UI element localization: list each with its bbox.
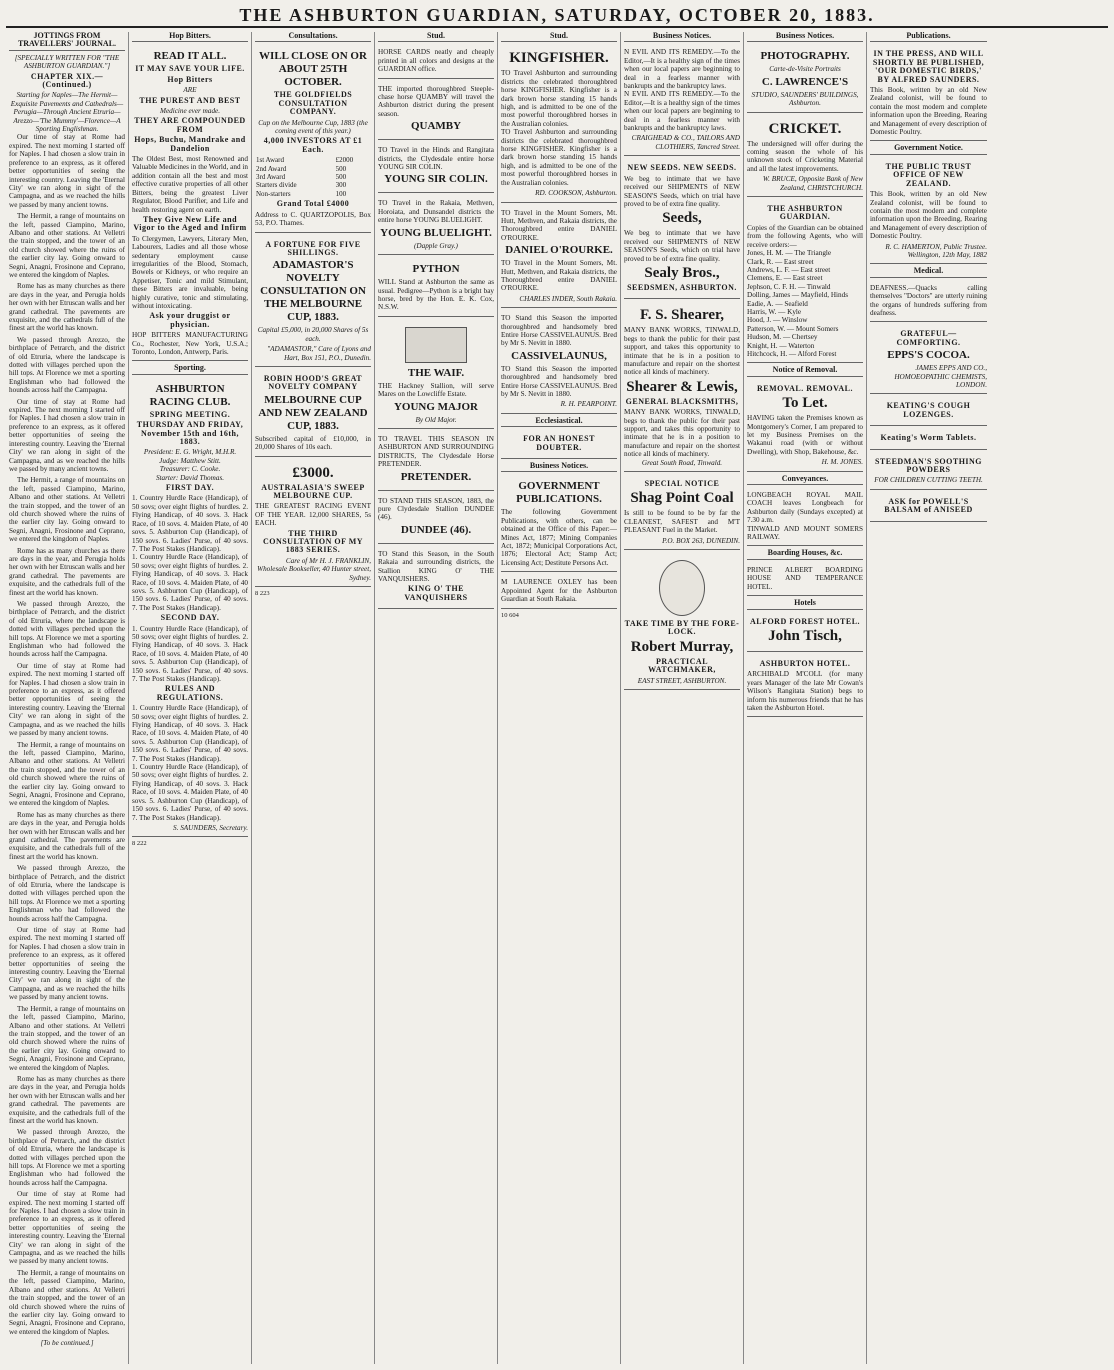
gov-publications-body: The following Government Publications, with others, can be obtained at the Office of this Paper:—Mines Act, 1877; Mining Companies Act, 1872; Municipal Corporations Act, 1876; Electoral Act; Stamp Act; Licensing Act; Destitute Persons Act.: [501, 508, 617, 567]
column-stud-2: [498, 32, 621, 1364]
pocket-watch-icon: [659, 560, 705, 616]
bluelight-ad: [378, 196, 494, 255]
goldfields-title: WILL CLOSE ON OR ABOUT 25TH OCTOBER.: [259, 50, 367, 89]
jottings-para: Rome has as many churches as there are days in the year, and Perugia holds her own with her Etruscan walls and her grand cathedral. The pavements are exquisite, and the cathedrals full of the finest art the world has known.: [9, 810, 125, 861]
prize-row: [255, 165, 371, 173]
adamastor-capital: Capital £5,000, in 20,000 Shares of 5s each.: [257, 326, 369, 343]
jottings-subheads: Starting for Naples—The Hermit—Exquisite Pavements and Cathedrals—Perugia—Through Ancient Etruria—Arezzo—'The Mummy'—Florence—A Sporting Englishman.: [10, 91, 124, 134]
stud-heading: Stud.: [378, 32, 494, 42]
prize-value: 300: [335, 181, 347, 190]
sealy-addr: SEEDSMEN, ASHBURTON.: [627, 282, 737, 292]
epps-cocoa-ad: [870, 325, 987, 394]
agent-item: Clemens, E. — East street: [747, 274, 823, 283]
quamby-body: THE imported thoroughbred Steeple-chase horse QUAMBY will travel the Ashburton district during the present season.: [378, 84, 494, 118]
jottings-para: The Hermit, a range of mountains on the left, passed Ciampino, Marino, Albano and other stations. At Velletri the train stopped, and the tower of an old church showed where the ruins of the earlier city lay. Going onward to Segni, Anagni, Frosinone and Ceprano, we entered the kingdom of Naples.: [9, 212, 125, 279]
jottings-chapter: CHAPTER XIX.—(Continued.): [30, 71, 104, 90]
alford-forest-ad: [747, 613, 863, 652]
prize-label: 1st Award: [256, 156, 284, 165]
hop-bitters-body: The Oldest Best, most Renowned and Valuable Medicines in the World, and in addition contain all the best and most effective curative properties of all other Bitters, being the greatest Liver Regulator, Blood Purifier, and Life and health restoring agent on earth.: [132, 155, 248, 214]
photography-sub: Carte-de-Visite Portraits: [769, 65, 841, 74]
racing-club-races: 1. Country Hurdle Race (Handicap), of 50 sovs; over eight flights of hurdles. 2. Flying Handicap, of 40 sovs. 3. Hack Race, of 10 sovs. 4. Maiden Plate, of 40 sovs. 5. Ashburton Cup (Handicap), of 150 sovs. 6. Ladies' Purse, of 40 sovs. 7. The Post Stakes (Handicap).: [132, 624, 248, 683]
racing-club-ad: [132, 378, 248, 838]
racing-club-races: 1. Country Hurdle Race (Handicap), of 50 sovs; over eight flights of hurdles. 2. Flying Handicap, of 40 sovs. 3. Hack Race, of 10 sovs. 4. Maiden Plate, of 40 sovs. 5. Ashburton Cup (Handicap), of 150 sovs. 6. Ladies' Purse, of 40 sovs. 7. The Post Stakes (Handicap).: [132, 763, 248, 822]
racing-club-sign: S. SAUNDERS, Secretary.: [173, 823, 248, 832]
guardian-title: THE ASHBURTON GUARDIAN.: [767, 204, 843, 222]
jottings-heading: JOTTINGS FROM TRAVELLERS' JOURNAL.: [9, 32, 125, 51]
longbeach-coach-ad: [747, 488, 863, 546]
lawrence-firm: C. LAWRENCE'S: [761, 75, 849, 88]
jottings-para: Rome has as many churches as there are days in the year, and Perugia holds her own with her Etruscan walls and her grand cathedral. The pavements are exquisite, and the cathedrals full of the finest art the world has known.: [9, 1074, 125, 1125]
python-ad: [378, 258, 494, 317]
to-let-sign: H. M. JONES.: [821, 458, 863, 467]
guardian-agents-ad: [747, 200, 863, 363]
masthead: THE ASHBURTON GUARDIAN, SATURDAY, OCTOBER 20, 1883.: [6, 4, 1108, 28]
australasia-ad: [255, 460, 371, 587]
publications-heading: Publications.: [870, 32, 987, 42]
column-business-2: [744, 32, 867, 1364]
craighead-sign: CRAIGHEAD & CO., TAILORS AND CLOTHIERS, Tancred Street.: [631, 134, 740, 151]
ashburton-hotel-ad: [747, 655, 863, 717]
keating-lozenges-title: KEATING'S COUGH LOZENGES.: [886, 401, 971, 419]
public-trust-title: THE PUBLIC TRUST OFFICE OF NEW ZEALAND.: [885, 161, 972, 188]
agent-item: Hudson, M. — Chertsey: [747, 333, 818, 342]
jottings-para: The Hermit, a range of mountains on the left, passed Ciampino, Marino, Albano and other stations. At Velletri the train stopped, and the tower of an old church showed where the ruins of the earlier city lay. Going onward to Segni, Anagni, Frosinone and Ceprano, we entered the kingdom of Naples.: [9, 476, 125, 544]
honest-doubter-title: FOR AN HONEST DOUBTER.: [523, 434, 595, 452]
orourke-ad: [501, 206, 617, 309]
hop-bitters-title: READ IT ALL.: [153, 50, 227, 63]
prince-albert-ad: [747, 563, 863, 596]
new-seeds-body: We beg to intimate that we have received our SHIPMENTS of NEW SEASON'S Seeds, which on trial have proved to be of extra fine quality.: [624, 174, 740, 208]
cassivelaunus-body: TO Stand this Season the imported thoroughbred and handsomely bred Entire Horse CASSIVELAUNUS. Bred by Mr S. Nevitt in 1880.: [501, 314, 617, 348]
to-let-ad: [747, 380, 863, 472]
agent-item: Jephson, C. F. H. — Tinwald: [747, 282, 831, 291]
prize-value: 500: [335, 164, 347, 173]
new-seeds-body: We beg to intimate that we have received our SHIPMENTS of NEW SEASON'S Seeds, which on trial have proved to be of extra fine quality.: [624, 229, 740, 263]
agent-item: Harris, W. — Kyle: [747, 307, 802, 316]
racing-club-races: 1. Country Hurdle Race (Handicap), of 50 sovs; over eight flights of hurdles. 2. Flying Handicap, of 40 sovs. 3. Hack Race, of 10 sovs. 4. Maiden Plate, of 40 sovs. 5. Ashburton Cup (Handicap), of 150 sovs. 6. Ladies' Purse, of 40 sovs. 7. The Post Stakes (Handicap).: [132, 704, 248, 763]
adamastor-sub: ADAMASTOR'S NOVELTY CONSULTATION ON THE MELBOURNE CUP, 1883.: [260, 259, 366, 324]
jottings-para: Rome has as many churches as there are days in the year, and Perugia holds her own with her Etruscan walls and her grand cathedral. The pavements are exquisite, and the cathedrals full of the finest art the world has known.: [9, 282, 125, 333]
keating-lozenges-ad: [870, 397, 987, 426]
steedman-title: STEEDMAN'S SOOTHING POWDERS: [874, 456, 983, 475]
jottings-para: Rome has as many churches as there are days in the year, and Perugia holds her own with her Etruscan walls and her grand cathedral. The pavements are exquisite, and the cathedrals full of the finest art the world has known.: [9, 546, 125, 597]
racing-club-title: ASHBURTON RACING CLUB.: [149, 382, 231, 408]
young-major-title: YOUNG MAJOR: [393, 400, 479, 413]
agent-item: Hitchcock, H. — Alford Forest: [747, 349, 837, 358]
jottings-para: The Hermit, a range of mountains on the left, passed Ciampino, Marino, Albano and other stations. At Velletri the train stopped, and the tower of an old church showed where the ruins of the earlier city lay. Going onward to Segni, Anagni, Frosinone and Ceprano, we entered the kingdom of Naples.: [9, 1268, 125, 1336]
honest-doubter-ad: [501, 430, 617, 459]
hop-bitters-line: Medicine ever made.: [159, 107, 221, 116]
adamastor-title: A FORTUNE FOR FIVE SHILLINGS.: [265, 239, 361, 257]
robin-hood-body: Subscribed capital of £10,000, in 20,000 Shares of 10s each.: [255, 434, 371, 452]
evil-remedy-body: N EVIL AND ITS REMEDY.—To the Editor,—It is a healthy sign of the times when our local papers are beginning to deal in a fearless manner with bankrupts and the bankruptcy laws.: [624, 48, 740, 91]
australasia-title: £3000.: [292, 464, 334, 481]
bluelight-sub: (Dapple Gray.): [414, 241, 458, 250]
hop-bitters-line: THEY ARE COMPOUNDED FROM: [134, 116, 246, 134]
jottings-para: Our time of stay at Rome had expired. The next morning I started off for Naples. I had chosen a slow train in preference to an express, as it offered better opportunities of seeing the interesting country. Leaving the 'Eternal City' we ran along in sight of the Campagna, and as we reached the hills we passed by many ancient towns.: [9, 397, 125, 473]
column-publications: [867, 32, 990, 1364]
conveyances-heading: Conveyances.: [747, 475, 863, 485]
murray-title: TAKE TIME BY THE FORE-LOCK.: [624, 619, 740, 637]
new-seeds-ad: [624, 159, 740, 299]
vanquishers-body: TO Stand this Season, in the South Rakaia and surrounding districts, the Stallion KING O' THE VANQUISHERS.: [378, 549, 494, 583]
dundee-ad: [378, 494, 494, 544]
goldfields-sub: THE GOLDFIELDS CONSULTATION COMPANY.: [273, 90, 353, 117]
racing-club-sub: SPRING MEETING.: [149, 409, 231, 419]
jottings-continued: [To be continued.]: [40, 1339, 94, 1348]
racing-club-rules: RULES AND REGULATIONS.: [156, 684, 224, 702]
business-heading: Business Notices.: [624, 32, 740, 42]
sir-colin-ad: [378, 143, 494, 193]
domestic-birds-title: IN THE PRESS, AND WILL SHORTLY BE PUBLISHED, 'OUR DOMESTIC BIRDS,' BY ALFRED SAUNDERS.: [872, 49, 985, 84]
dundee-body: TO STAND THIS SEASON, 1883, the pure Clydesdale Stallion DUNDEE (46).: [378, 496, 494, 522]
cricket-sign: W. BRUCE, Opposite Bank of New Zealand, CHRISTCHURCH.: [762, 175, 863, 192]
grand-total: Grand Total £4000: [276, 199, 350, 209]
murray-addr: EAST STREET, ASHBURTON.: [637, 676, 727, 685]
keating-worm-title: Keating's Worm Tablets.: [880, 433, 977, 443]
hop-bitters-ask: Ask your druggist or physician.: [149, 311, 231, 329]
guardian-body: Copies of the Guardian can be obtained from the following Agents, who will receive orders:—: [747, 223, 863, 249]
pretender-body: TO TRAVEL THIS SEASON IN ASHBURTON AND SURROUNDING DISTRICTS, The Clydesdale Horse PRETENDER.: [378, 434, 494, 469]
domestic-birds-body: This Book, written by an old New Zealand colonist, will be found to contain the most modern and complete information upon the Breeding, Rearing and Management of every description of Domestic Poultry.: [870, 86, 987, 137]
ad-number: 8 223: [255, 590, 270, 598]
agent-item: Patterson, W. — Mount Somers: [747, 324, 839, 333]
alford-forest-title: ALFORD FOREST HOTEL.: [749, 616, 861, 626]
young-major-sub: By Old Major.: [415, 415, 457, 424]
evil-remedy-ad: [624, 45, 740, 156]
column-hop-bitters-sporting: [129, 32, 252, 1364]
agent-item: Eadie, A. — Seafield: [747, 299, 808, 308]
shearer-lewis-sub: GENERAL BLACKSMITHS,: [625, 396, 739, 406]
robin-hood-ad: [255, 370, 371, 457]
murray-firm: Robert Murray,: [630, 638, 734, 655]
shag-point-sign: P.O. BOX 263, DUNEDIN.: [662, 536, 740, 545]
racing-club-races: 1. Country Hurdle Race (Handicap), of 50 sovs; over eight flights of hurdles. 2. Flying Handicap, of 40 sovs. 3. Hack Race, of 10 sovs. 4. Maiden Plate, of 40 sovs. 5. Ashburton Cup (Handicap), of 150 sovs. 6. Ladies' Purse, of 40 sovs. 7. The Post Stakes (Handicap).: [132, 553, 248, 612]
ecclesiastical-heading: Ecclesiastical.: [501, 417, 617, 427]
australasia-footer: THE THIRD CONSULTATION OF MY 1883 SERIES.: [262, 528, 364, 555]
shag-point-title: Shag Point Coal: [630, 490, 734, 507]
kingfisher-body: TO Travel Ashburton and surrounding districts the celebrated thoroughbred horse KINGFISHER. Kingfisher is a dark brown horse standing 15 hands high, and is admitted to be one of the most powerful thoroughbred horses in the Australian colonies.: [501, 128, 617, 187]
pretender-ad: [378, 432, 494, 491]
special-notice: SPECIAL NOTICE: [644, 479, 720, 489]
vanquishers-title: KING O' THE VANQUISHERS: [404, 584, 468, 602]
prize-value: 500: [335, 173, 347, 182]
adamastor-sign: "ADAMASTOR," Care of Lyons and Hart, Box 151, P.O., Dunedin.: [267, 345, 371, 362]
jottings-para: The Hermit, a range of mountains on the left, passed Ciampino, Marino, Albano and other stations. At Velletri the train stopped, and the tower of an old church showed where the ruins of the earlier city lay. Going onward to Segni, Anagni, Frosinone and Ceprano, we entered the kingdom of Naples.: [9, 740, 125, 808]
boarding-heading: Boarding Houses, &c.: [747, 549, 863, 559]
lawrence-studio: STUDIO, SAUNDERS' BUILDINGS, Ashburton.: [751, 90, 859, 108]
agent-item: Hood, J. — Winslow: [747, 316, 808, 325]
powell-ad: [870, 493, 987, 522]
quamby-title: QUAMBY: [410, 120, 462, 133]
kingfisher-sign: RD. COOKSON, Ashburton.: [535, 189, 617, 198]
orourke-body: TO Travel in the Mount Somers, Mt. Hutt, Methven, and Rakaia districts, the Thoroughbred entire DANIEL O'ROURKE.: [501, 259, 617, 293]
business-notices-heading: Business Notices.: [501, 462, 617, 472]
jottings-para: We passed through Arezzo, the birthplace of Petrarch, and the district of old Etruria, where the landscape is dotted with villages perched upon the hill tops. At Florence we met a sporting Englishman who had followed the hounds across half the Campagna.: [9, 1128, 125, 1187]
horse-illustration: [405, 327, 467, 363]
quamby-ad: [378, 82, 494, 141]
jottings-para: The Hermit, a range of mountains on the left, passed Ciampino, Marino, Albano and other stations. At Velletri the train stopped, and the tower of an old church showed where the ruins of the earlier city lay. Going onward to Segni, Anagni, Frosinone and Ceprano, we entered the kingdom of Naples.: [9, 1004, 125, 1072]
goldfields-footer: Address to C. QUARTZOPOLIS, Box 53, P.O. Thames.: [255, 210, 371, 228]
stud-heading-2: Stud.: [501, 32, 617, 42]
gov-publications-ad: [501, 475, 617, 572]
orourke-sign: CHARLES INDER, South Rakaia.: [519, 294, 617, 303]
to-let-body: HAVING taken the Premises known as Montgomery's Corner, I am prepared to let my Business Premises on the Wakanui road (with or without Dwelling), with Shop, Bakehouse, &c.: [747, 414, 863, 456]
prize-label: Starters divide: [256, 181, 297, 190]
powell-title: ASK for POWELL'S BALSAM of ANISEED: [884, 496, 973, 515]
hop-bitters-footer: HOP BITTERS MANUFACTURING Co., Rochester, New York, U.S.A.; Toronto, London, Antwerp, Paris.: [132, 331, 248, 356]
australasia-body: THE GREATEST RACING EVENT OF THE YEAR. 12,000 SHARES, 5s EACH.: [255, 502, 371, 528]
bluelight-title: YOUNG BLUELIGHT.: [380, 226, 492, 239]
australasia-sign: Care of Mr H. J. FRANKLIN, Wholesale Bookseller, 40 Hunter street, Sydney.: [257, 556, 371, 582]
sealy-bros: Sealy Bros.,: [644, 264, 720, 281]
racing-club-dates: THURSDAY AND FRIDAY, November 15th and 16th, 1883.: [136, 420, 244, 447]
photography-ad: [747, 45, 863, 112]
oxley-ad: [501, 575, 617, 608]
hop-bitters-line: ARE: [183, 86, 197, 95]
deafness-ad: [870, 281, 987, 323]
to-let-title: To Let.: [782, 395, 828, 412]
adamastor-ad: [255, 236, 371, 367]
shearer-ad: [624, 302, 740, 472]
agent-item: Knight, H. — Waterton: [747, 341, 815, 350]
orourke-title: DANIEL O'ROURKE.: [505, 244, 613, 257]
racing-club-first-day: FIRST DAY.: [165, 483, 215, 493]
epps-sub: GRATEFUL—COMFORTING.: [896, 329, 961, 347]
goldfields-ad: [255, 45, 371, 232]
dundee-title: DUNDEE (46).: [400, 523, 472, 536]
prize-label: 2nd Award: [256, 164, 287, 173]
removal-heading: Notice of Removal.: [747, 366, 863, 376]
domestic-birds-ad: [870, 45, 987, 141]
epps-title: EPPS'S COCOA.: [887, 349, 970, 362]
bluelight-body: TO Travel in the Rakaia, Methven, Horoiata, and Dunsandel districts the entire horse YOUNG BLUELIGHT.: [378, 199, 494, 225]
prize-row: [255, 181, 371, 189]
cassivelaunus-ad: [501, 311, 617, 414]
kingfisher-title: KINGFISHER.: [509, 50, 609, 67]
prize-table: [255, 156, 371, 198]
cassivelaunus-sign: R. H. PEARPOINT.: [560, 400, 617, 409]
shearer-lewis-firm: Shearer & Lewis,: [626, 378, 738, 395]
cricket-body: The undersigned will offer during the coming season the whole of his unknown stock of Cricketing Material and all the latest improvements.: [747, 139, 863, 173]
orourke-body: TO Travel in the Mount Somers, Mt. Hutt, Methven, and Rakaia districts, the Thoroughbred entire DANIEL O'ROURKE.: [501, 208, 617, 242]
shag-point-body: Is still to be found to be by far the CLEANEST, SAFEST and M'T PLEASANT Fuel in the Market.: [624, 509, 740, 535]
agent-item: Andrews, L. F. — East street: [747, 265, 831, 274]
racing-club-starter: Starter: David Thomas.: [155, 473, 225, 482]
kingfisher-body: TO Travel Ashburton and surrounding districts the celebrated thoroughbred horse KINGFISHER. Kingfisher is a dark brown horse standing 15 hands high, and is admitted to be one of the most powerful thoroughbred horses in the Australian colonies.: [501, 69, 617, 128]
shearer-body: MANY BANK WORKS, TINWALD, begs to thank the public for their past support, and takes this opportunity to intimate that he is in a position to manufacture and repair on the shortest notice all kinds of machinery.: [624, 326, 740, 377]
ad-number: 8 222: [132, 840, 147, 848]
australasia-sub: AUSTRALASIA'S SWEEP MELBOURNE CUP.: [261, 482, 365, 500]
new-seeds-title: NEW SEEDS. NEW SEEDS.: [627, 163, 737, 173]
jottings-para: Our time of stay at Rome had expired. The next morning I started off for Naples. I had chosen a slow train in preference to an express, as it offered better opportunities of seeing the interesting country. Leaving the 'Eternal City' we ran along in sight of the Campagna, and as we reached the hills we passed by many ancient towns.: [9, 661, 125, 738]
keating-worm-ad: [870, 429, 987, 449]
kingfisher-ad: [501, 45, 617, 202]
sir-colin-title: YOUNG SIR COLIN.: [384, 173, 488, 186]
column-business-1: [621, 32, 744, 1364]
prize-row: [255, 156, 371, 164]
racing-club-president: President: E. G. Wright, M.H.R.: [143, 448, 237, 457]
prize-value: £2000: [335, 156, 354, 165]
removal-title: REMOVAL. REMOVAL.: [757, 383, 853, 393]
medical-heading: Medical.: [870, 267, 987, 277]
vanquishers-ad: [378, 547, 494, 609]
racing-club-judge: Judge: Matthew Stitt.: [159, 456, 221, 465]
tinwald-railway-body: TINWALD AND MOUNT SOMERS RAILWAY.: [747, 524, 863, 542]
steedman-ad: [870, 453, 987, 490]
waif-ad: [378, 320, 494, 429]
jottings-byline: [SPECIALLY WRITTEN FOR "THE ASHBURTON GUARDIAN."]: [14, 53, 120, 71]
python-title: PYTHON: [412, 263, 460, 276]
ad-number: 10 604: [501, 611, 519, 619]
horse-cards-body: HORSE CARDS neatly and cheaply printed in all colors and designs at the GUARDIAN office.: [378, 48, 494, 74]
evil-remedy-body: N EVIL AND ITS REMEDY.—To the Editor,—It is a healthy sign of the times when our local papers are beginning to deal in a fearless manner with bankrupts and the bankruptcy laws.: [624, 90, 740, 133]
murray-sub: PRACTICAL WATCHMAKER,: [648, 656, 716, 675]
shag-point-ad: [624, 475, 740, 550]
racing-club-races: 1. Country Hurdle Race (Handicap), of 50 sovs; over eight flights of hurdles. 2. Flying Handicap, of 40 sovs. 3. Hack Race, of 10 sovs. 4. Maiden Plate, of 40 sovs. 5. Ashburton Cup (Handicap), of 150 sovs. 6. Ladies' Purse, of 40 sovs. 7. The Post Stakes (Handicap).: [132, 494, 248, 553]
hop-bitters-line: THE PUREST AND BEST: [139, 95, 241, 105]
ashburton-hotel-title: ASHBURTON HOTEL.: [759, 658, 851, 668]
ashburton-hotel-body: ARCHIBALD M'COLL (for many years Manager of the late Mr Cowan's Wilson's Rangitata Station) begs to inform his numerous friends that he has taken the Ashburton Hotel.: [747, 670, 863, 712]
jottings-para: We passed through Arezzo, the birthplace of Petrarch, and the district of old Etruria, where the landscape is dotted with villages perched upon the hill tops. At Florence we met a sporting Englishman who had followed the hounds across half the Campagna.: [9, 864, 125, 923]
longbeach-coach-body: LONGBEACH ROYAL MAIL COACH leaves Longbeach for Ashburton daily (Sundays excepted) at 7.30 a.m.: [747, 491, 863, 525]
epps-sign: JAMES EPPS AND CO., HOMOEOPATHIC CHEMISTS, LONDON.: [894, 364, 987, 389]
prize-row: [255, 173, 371, 181]
seeds-big: Seeds,: [662, 210, 702, 227]
photography-title: PHOTOGRAPHY.: [760, 50, 850, 63]
public-trust-body: This Book, written by an old New Zealand colonist, will be found to contain the most modern and complete information upon the Breeding, Rearing and Management of every description of Domestic Poultry.: [870, 190, 987, 241]
cricket-title: CRICKET.: [768, 120, 842, 137]
murray-ad: [624, 553, 740, 690]
goldfields-body: Cup on the Melbourne Cup, 1883 (the coming event of this year.): [258, 118, 368, 136]
columns: [6, 32, 1108, 1364]
shearer-firm: F. S. Shearer,: [639, 307, 725, 324]
consultations-heading: Consultations.: [255, 32, 371, 42]
prize-row: [255, 190, 371, 198]
public-trust-sign: R. C. HAMERTON, Public Trustee. Wellington, 12th May, 1882: [885, 242, 987, 259]
business-heading-2: Business Notices.: [747, 32, 863, 42]
shearer-body: MANY BANK WORKS, TINWALD, begs to thank the public for their past support, and takes this opportunity to intimate that he is in a position to manufacture and repair on the shortest notice all kinds of machinery.: [624, 408, 740, 459]
agent-item: Jones, H. M. — The Triangle: [747, 249, 832, 258]
jottings-body: [9, 133, 125, 1336]
hop-bitters-sub: IT MAY SAVE YOUR LIFE.: [135, 64, 245, 74]
jottings-para: We passed through Arezzo, the birthplace of Petrarch, and the district of old Etruria, where the landscape is dotted with villages perched upon the hill tops. At Florence we met a sporting Englishman who had followed the hounds across half the Campagna.: [9, 335, 125, 395]
jottings-para: Our time of stay at Rome had expired. The next morning I started off for Naples. I had chosen a slow train in preference to an express, as it offered better opportunities of seeing the interesting country. Leaving the 'Eternal City' we ran along in sight of the Campagna, and as we reached the hills we passed by many ancient towns.: [9, 1190, 125, 1266]
cassivelaunus-body: TO Stand this Season the imported thoroughbred and handsomely bred Entire Horse CASSIVELAUNUS. Bred by Mr S. Nevitt in 1880.: [501, 364, 617, 398]
sporting-heading: Sporting.: [132, 364, 248, 374]
column-consultations: [252, 32, 375, 1364]
public-trust-ad: [870, 158, 987, 264]
waif-title: THE WAIF.: [407, 366, 465, 379]
python-body: WILL Stand at Ashburton the same as usual. Pedigree—Python is a bright bay horse, bred by the Hon. E. K. Cox, N.S.W.: [378, 278, 494, 312]
robin-hood-title: ROBIN HOOD'S GREAT NOVELTY COMPANY: [263, 373, 363, 392]
agent-item: Dolling, James — Mayfield, Hinds: [747, 291, 849, 300]
cricket-ad: [747, 116, 863, 197]
gov-publications-title: GOVERNMENT PUBLICATIONS.: [516, 480, 602, 506]
hop-bitters-body: To Clergymen, Lawyers, Literary Men, Labourers, Ladies and all those whose sedentary employment cause irregularities of the Blood, Stomach, Bowels or Kidneys, or who require an Appetiser, Tonic and mild Stimulant, these Bitters are invaluable, being highly curative, tonic and stimulating, without intoxicating.: [132, 234, 248, 310]
jottings-para: We passed through Arezzo, the birthplace of Petrarch, and the district of old Etruria, where the landscape is dotted with villages perched upon the hill tops. At Florence we met a sporting Englishman who had followed the hounds across half the Campagna.: [9, 600, 125, 659]
racing-club-second-day: SECOND DAY.: [160, 613, 220, 623]
pretender-title: PRETENDER.: [400, 470, 472, 483]
agent-item: Clark, R. — East street: [747, 257, 814, 266]
sir-colin-body: TO Travel in the Hinds and Rangitata districts, the Clydesdale entire horse YOUNG SIR COLIN.: [378, 146, 494, 172]
steedman-sub: FOR CHILDREN CUTTING TEETH.: [874, 476, 983, 485]
prize-value: 100: [335, 189, 347, 198]
jottings-para: Our time of stay at Rome had expired. The next morning I started off for Naples. I had chosen a slow train in preference to an express, as it offered better opportunities of seeing the interesting country. Leaving the 'Eternal City' we ran along in sight of the Campagna, and as we reached the hills we passed by many ancient towns.: [9, 133, 125, 209]
horse-cards-ad: [378, 45, 494, 78]
hop-bitters-heading: Hop Bitters.: [132, 32, 248, 42]
hop-bitters-line: They Give New Life and Vigor to the Aged and Infirm: [133, 214, 247, 233]
column-stud-1: [375, 32, 498, 1364]
prize-label: Non-starters: [256, 189, 291, 198]
goldfields-investors: 4,000 INVESTORS AT £1 Each.: [263, 136, 363, 154]
prize-label: 3rd Award: [256, 173, 286, 182]
government-heading: Government Notice.: [870, 144, 987, 154]
hop-bitters-line: Hop Bitters: [167, 74, 213, 84]
robin-hood-sub: MELBOURNE CUP AND NEW ZEALAND CUP, 1883.: [258, 393, 368, 432]
prince-albert-body: PRINCE ALBERT BOARDING HOUSE AND TEMPERANCE HOTEL.: [747, 565, 863, 591]
jottings-para: Our time of stay at Rome had expired. The next morning I started off for Naples. I had chosen a slow train in preference to an express, as it offered better opportunities of seeing the interesting country. Leaving the 'Eternal City' we ran along in sight of the Campagna, and as we reached the hills we passed by many ancient towns.: [9, 926, 125, 1002]
deafness-body: DEAFNESS.—Quacks calling themselves "Doctors" are utterly ruining the organs of hundreds suffering from deafness.: [870, 283, 987, 317]
racing-club-treasurer: Treasurer: C. Cooke.: [159, 465, 221, 474]
hop-bitters-ad: [132, 45, 248, 361]
hotels-heading: Hotels: [747, 599, 863, 609]
shearer-lewis-addr: Great South Road, Tinwald.: [641, 458, 723, 467]
hop-bitters-line: Hops, Buchu, Mandrake and Dandelion: [134, 135, 246, 153]
oxley-body: M LAURENCE OXLEY has been Appointed Agent for the Ashburton Guardian at South Rakaia.: [501, 578, 617, 604]
column-jottings: [6, 32, 129, 1364]
tisch-firm: John Tisch,: [768, 627, 842, 644]
cassivelaunus-title: CASSIVELAUNUS,: [511, 349, 607, 362]
waif-body: THE Hackney Stallion, will serve Mares on the Lowcliffe Estate.: [378, 381, 494, 399]
